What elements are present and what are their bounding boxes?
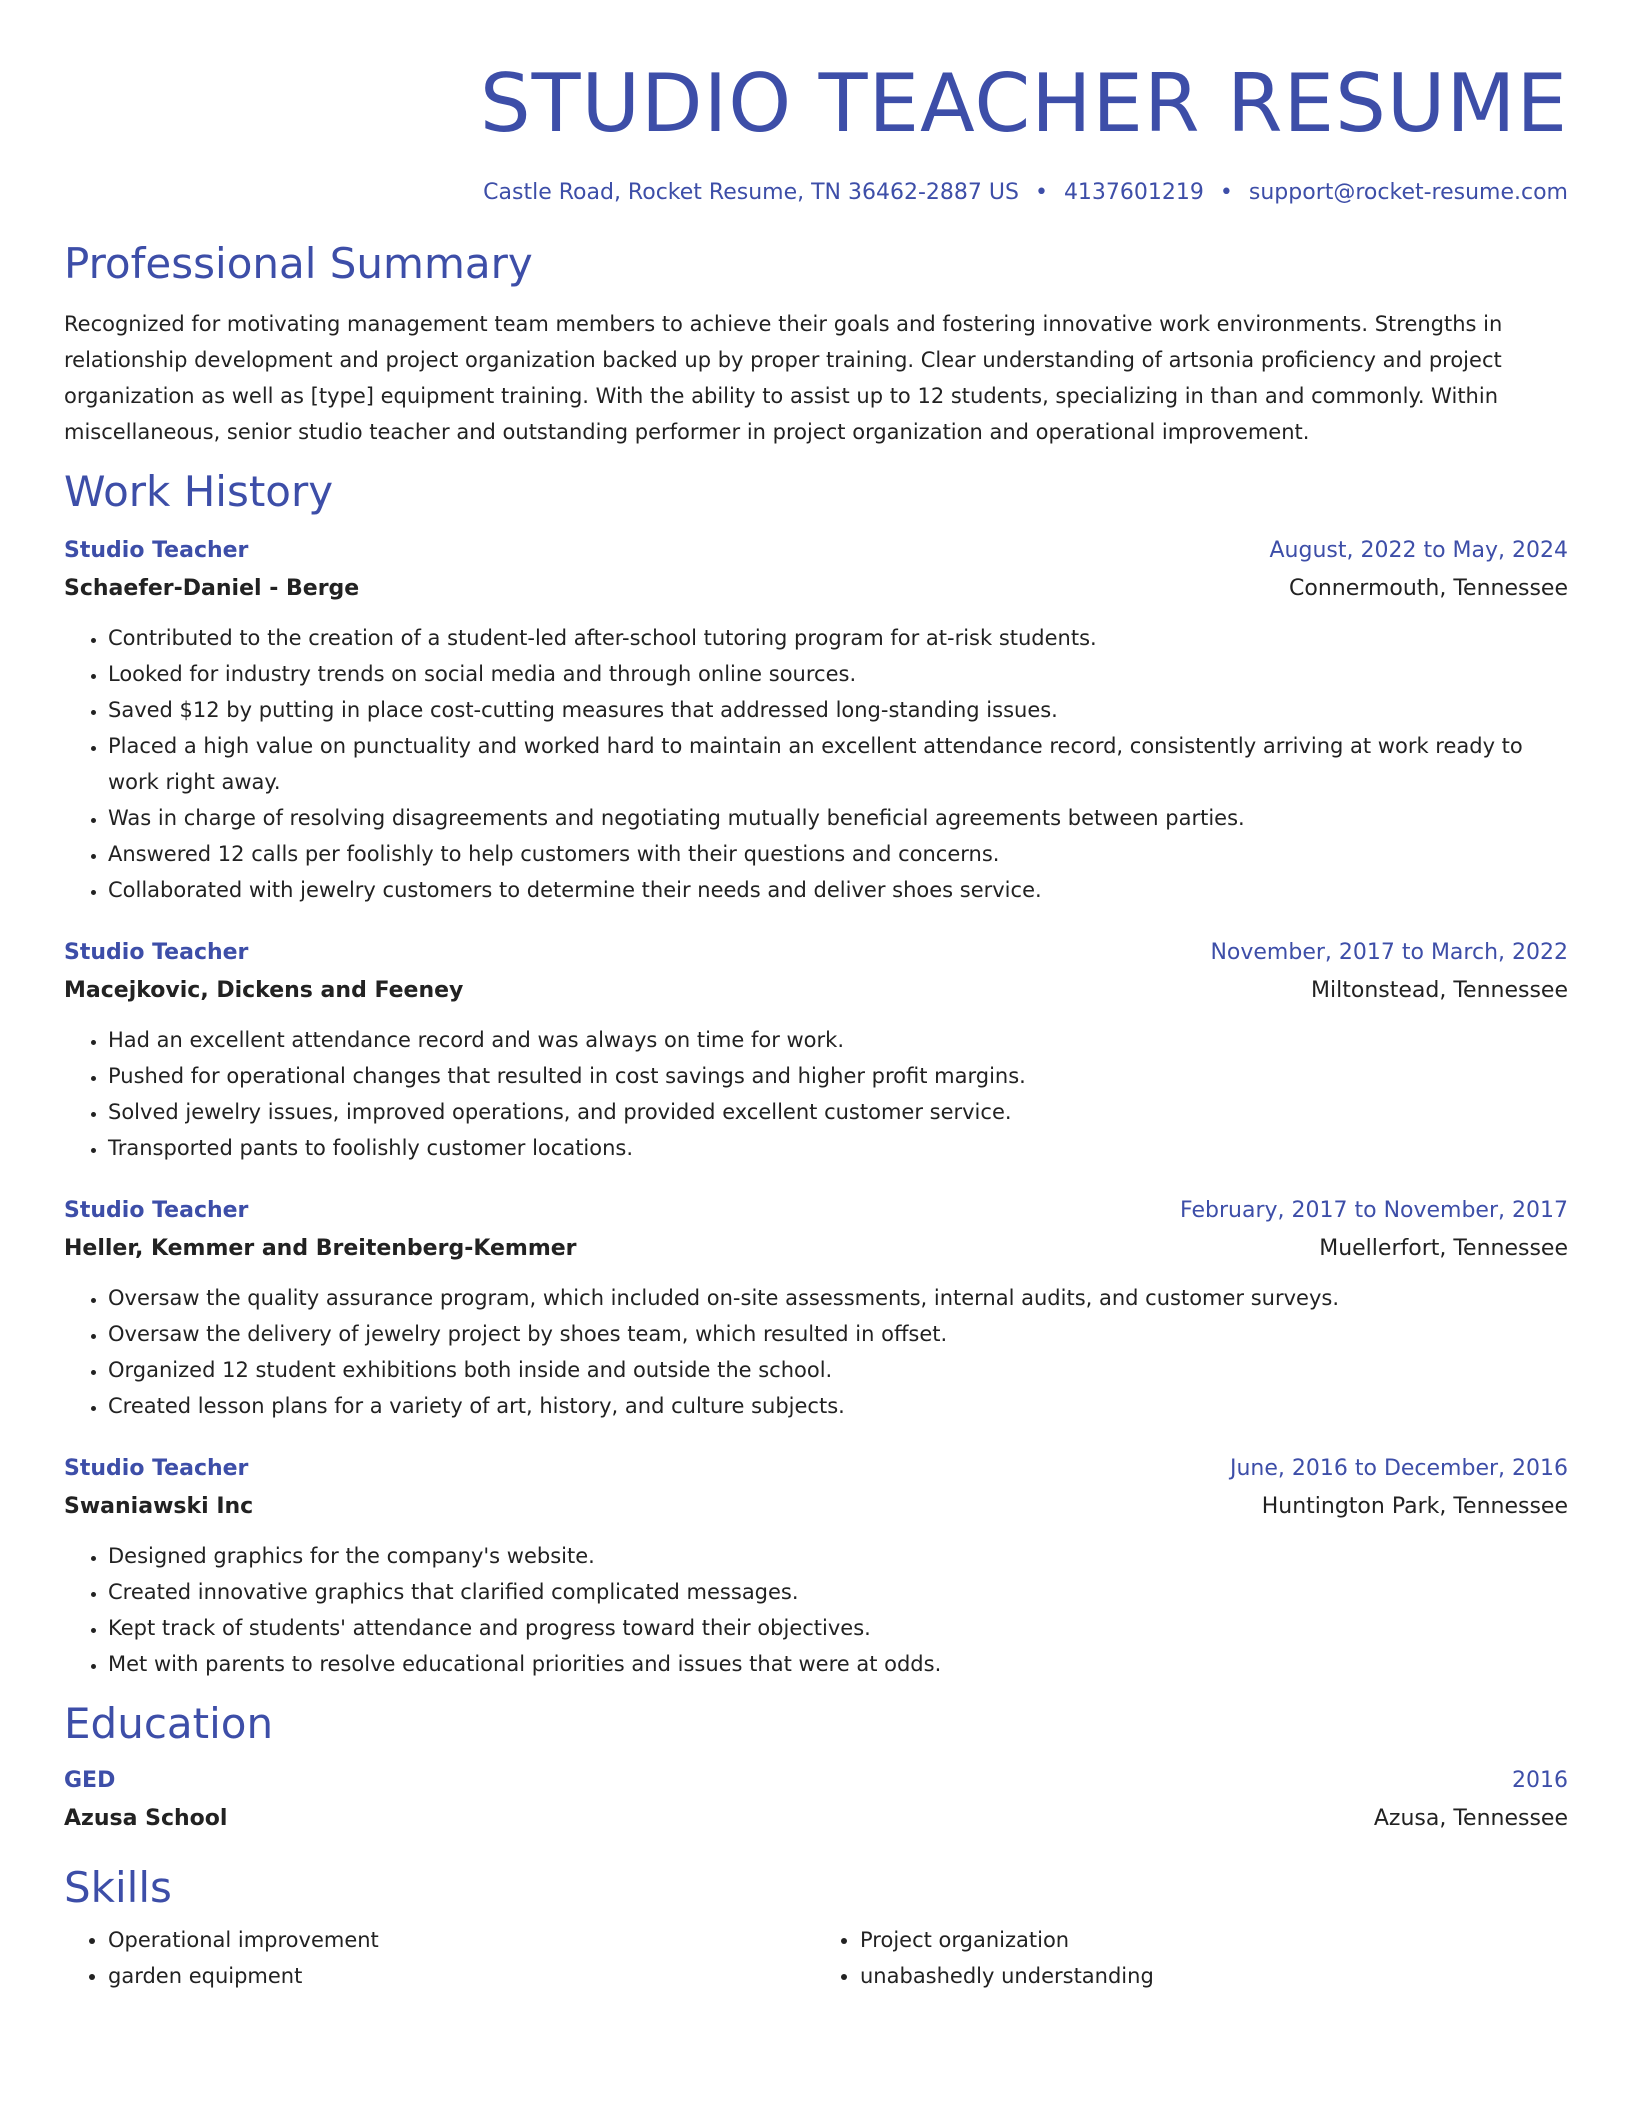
summary-text: Recognized for motivating management team members to achieve their goals and fostering innovative work environments. Strengths in relationship development and project organization backed up by proper training. Clear understanding of artsonia proficiency and project organization as well as [type] equipment training. With the ability to assist up to 12 students, specializing in than and commonly. Within miscellaneous, senior studio teacher and outstanding performer in project organization and operational improvement. (64, 312, 1503, 444)
job-dates: June, 2016 to December, 2016 (1229, 1456, 1568, 1481)
resume-title: STUDIO TEACHER RESUME (479, 57, 1568, 150)
contact-email[interactable]: support@rocket-resume.com (1248, 180, 1568, 205)
job-bullet-item: • Collaborated with jewelry customers to determine their needs and deliver shoes service. (108, 872, 1568, 908)
separator-bullet: • (1034, 180, 1048, 205)
job-bullets (64, 620, 1568, 908)
skills-column-right (816, 1922, 1568, 1994)
education-entry (64, 1762, 1568, 1838)
job-bullet-item: • Transported pants to foolishly customer locations. (108, 1130, 1568, 1166)
job-dates: November, 2017 to March, 2022 (1210, 940, 1568, 965)
job-company: Heller, Kemmer and Breitenberg-Kemmer (64, 1236, 577, 1261)
job-title: Studio Teacher (64, 1456, 249, 1481)
education-location: Azusa, Tennessee (1373, 1806, 1568, 1831)
job-dates: August, 2022 to May, 2024 (1269, 538, 1568, 563)
job-dates: February, 2017 to November, 2017 (1180, 1198, 1568, 1223)
job-bullet-item: • Kept track of students' attendance and progress toward their objectives. (108, 1610, 1568, 1646)
job-location: Muellerfort, Tennessee (1319, 1236, 1568, 1261)
job-bullets (64, 1538, 1568, 1682)
job-bullet-item: • Designed graphics for the company's website. (108, 1538, 1568, 1574)
separator-bullet: • (1219, 180, 1233, 205)
job-bullet-item: • Created innovative graphics that clarified complicated messages. (108, 1574, 1568, 1610)
education-degree: GED (64, 1768, 116, 1793)
job-title: Studio Teacher (64, 940, 249, 965)
summary-heading: Professional Summary (64, 239, 533, 288)
job-bullet-item: • Saved $12 by putting in place cost-cutting measures that addressed long-standing issues. (108, 692, 1568, 728)
education-school: Azusa School (64, 1806, 228, 1831)
job-bullet-item: • Created lesson plans for a variety of art, history, and culture subjects. (108, 1388, 1568, 1424)
skill-item: • Project organization (860, 1922, 1568, 1958)
job-bullet-item: • Met with parents to resolve educational priorities and issues that were at odds. (108, 1646, 1568, 1682)
work-history-heading: Work History (64, 467, 334, 516)
job-location: Huntington Park, Tennessee (1261, 1494, 1568, 1519)
skill-item: • Operational improvement (108, 1922, 816, 1958)
job-bullet-item: • Oversaw the quality assurance program, which included on-site assessments, internal audits, and customer surveys. (108, 1280, 1568, 1316)
job-entry (64, 1450, 1568, 1682)
job-entry (64, 1192, 1568, 1424)
job-bullet-item: • Oversaw the delivery of jewelry project by shoes team, which resulted in offset. (108, 1316, 1568, 1352)
contact-line (64, 178, 1568, 208)
job-location: Miltonstead, Tennessee (1311, 978, 1568, 1003)
job-entry (64, 532, 1568, 908)
job-bullets (64, 1280, 1568, 1424)
job-company: Schaefer-Daniel - Berge (64, 576, 360, 601)
job-bullet-item: • Organized 12 student exhibitions both inside and outside the school. (108, 1352, 1568, 1388)
job-bullet-item: • Was in charge of resolving disagreements and negotiating mutually beneficial agreements between parties. (108, 800, 1568, 836)
contact-phone: 4137601219 (1063, 180, 1204, 205)
job-bullets (64, 1022, 1568, 1166)
job-bullet-item: • Solved jewelry issues, improved operations, and provided excellent customer service. (108, 1094, 1568, 1130)
job-company: Macejkovic, Dickens and Feeney (64, 978, 464, 1003)
skill-item: • unabashedly understanding (860, 1958, 1568, 1994)
job-title: Studio Teacher (64, 538, 249, 563)
job-bullet-item: • Pushed for operational changes that resulted in cost savings and higher profit margins. (108, 1058, 1568, 1094)
contact-address: Castle Road, Rocket Resume, TN 36462-2887 US (483, 180, 1019, 205)
job-entry (64, 934, 1568, 1166)
job-bullet-item: • Contributed to the creation of a student-led after-school tutoring program for at-risk students. (108, 620, 1568, 656)
job-bullet-item: • Had an excellent attendance record and was always on time for work. (108, 1022, 1568, 1058)
work-history-list (64, 532, 1568, 1682)
job-bullet-item: • Looked for industry trends on social media and through online sources. (108, 656, 1568, 692)
skills-heading: Skills (64, 1863, 172, 1912)
skills-list (64, 1916, 1568, 1994)
skill-item: • garden equipment (108, 1958, 816, 1994)
education-year: 2016 (1512, 1768, 1568, 1793)
job-title: Studio Teacher (64, 1198, 249, 1223)
job-bullet-item: • Placed a high value on punctuality and worked hard to maintain an excellent attendance record, consistently arriving at work ready to work right away. (108, 728, 1568, 800)
education-heading: Education (64, 1699, 274, 1748)
job-company: Swaniawski Inc (64, 1494, 254, 1519)
job-bullet-item: • Answered 12 calls per foolishly to help customers with their questions and concerns. (108, 836, 1568, 872)
job-location: Connermouth, Tennessee (1289, 576, 1568, 601)
skills-column-left (64, 1922, 816, 1994)
